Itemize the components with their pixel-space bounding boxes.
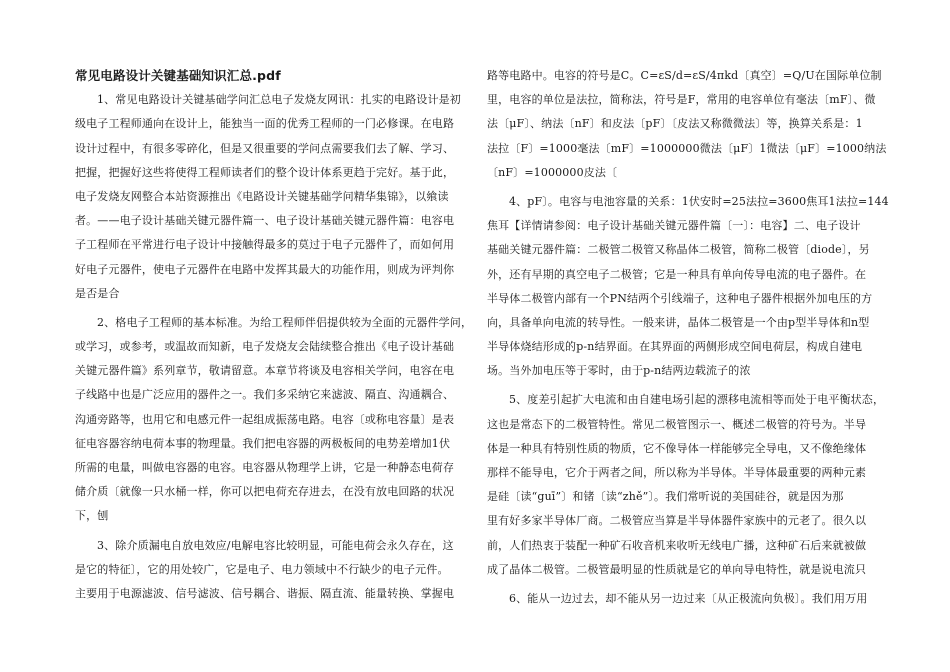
text-line: 子工程师在平常进行电子设计中接触得最多的莫过于电子元器件了，而如何用: [75, 238, 455, 252]
text-line: 级电子工程师通向在设计上，能独当一面的优秀工程师的一门必修课。在电路: [75, 117, 455, 131]
text-line: 外，还有早期的真空电子二极管；它是一种具有单向传导电流的电子器件。在: [487, 267, 867, 281]
text-line: 1、常见电路设计关键基础学问汇总电子发烧友网讯：扎实的电路设计是初: [97, 93, 461, 107]
text-line: 征电容器容纳电荷本事的物理量。我们把电容器的两极板间的电势差增加1伏: [75, 436, 451, 450]
text-line: 子线路中也是广泛应用的器件之一。我们多采纳它来滤波、隔直、沟通耦合、: [75, 388, 455, 402]
text-line: 那样不能导电，它介于两者之间，所以称为半导体。半导体最重要的两种元素: [487, 466, 867, 479]
right-column: [487, 64, 889, 611]
text-line: 5、度差引起扩大电流和由自建电场引起的漂移电流相等而处于电平衡状态，: [509, 393, 885, 407]
text-line: 4、pF〕。电容与电池容量的关系：1伏安时=25法拉=3600焦耳1法拉=144: [509, 194, 889, 208]
text-line: 场。当外加电压等于零时，由于p-n结两边载流子的浓: [487, 364, 751, 378]
text-line: 关键元器件篇》系列章节，敬请留意。本章节将谈及电容相关学问，电容在电: [75, 364, 455, 378]
text-line: 下，刨: [75, 509, 109, 523]
text-line: 者。——电子设计基础关键元器件篇一、电子设计基础关键元器件篇：电容电: [75, 214, 455, 228]
text-line: 是硅〔读“guī”〕和锗〔读“zhě”〕。我们常听说的美国硅谷，就是因为那: [487, 490, 844, 504]
text-line: 设计过程中，有很多零碎化，但是又很重要的学问点需要我们去了解、学习、: [75, 141, 455, 155]
text-line: 电子发烧友网整合本站资源推出《电路设计关键基础学问精华集锦》，以飨读: [75, 189, 449, 203]
text-line: 向，具备单向电流的转导性。一般来讲，晶体二极管是一个由p型半导体和n型: [487, 315, 870, 329]
text-line: 半导体二极管内部有一个PN结两个引线端子，这种电子器件根据外加电压的方: [487, 291, 873, 305]
text-line: 储介质〔就像一只水桶一样，你可以把电荷充存进去，在没有放电回路的状况: [75, 485, 455, 499]
text-line: 半导体烧结形成的p-n结界面。在其界面的两侧形成空间电荷层，构成自建电: [487, 340, 863, 354]
text-line: 体是一种具有特别性质的物质，它不像导体一样能够完全导电，又不像绝缘体: [487, 441, 867, 455]
document-title: 常见电路设计关键基础知识汇总.pdf: [75, 68, 281, 83]
text-line: 〔nF〕=1000000皮法〔: [487, 165, 618, 179]
text-line: 把握，把握好这些将使得工程师读者们的整个设计体系更趋于完好。基于此，: [75, 165, 455, 179]
text-line: 焦耳【详情请参阅：电子设计基础关键元器件篇〔一〕：电容】二、电子设计: [487, 219, 861, 233]
text-line: 6、能从一边过去，却不能从另一边过来〔从正极流向负极〕。我们用万用: [509, 591, 868, 605]
text-line: 成了晶体二极管。二极管最明显的性质就是它的单向导电特性，就是说电流只: [487, 562, 867, 576]
text-line: 前，人们热衷于装配一种矿石收音机来收听无线电广播，这种矿石后来就被做: [487, 538, 867, 552]
text-line: 法〔μF〕、纳法〔nF〕和皮法〔pF〕〔皮法又称微微法〕等，换算关系是：1: [487, 117, 863, 131]
text-line: 里有好多家半导体厂商。二极管应当算是半导体器件家族中的元老了。很久以: [487, 514, 867, 528]
text-line: 好电子元器件，使电子元器件在电路中发挥其最大的功能作用，则成为评判你: [75, 262, 455, 276]
text-line: 是它的特征〕，它的用处较广，它是电子、电力领域中不行缺少的电子元件。: [75, 562, 449, 576]
text-line: 里，电容的单位是法拉，简称法，符号是F，常用的电容单位有毫法〔mF〕、微: [487, 93, 876, 107]
text-line: 沟通旁路等，也用它和电感元件一起组成振荡电路。电容〔或称电容量〕是表: [75, 412, 455, 426]
text-line: 是否是合: [75, 286, 120, 300]
left-column: [75, 64, 473, 606]
text-line: 或学习，或参考，或温故而知新，电子发烧友会陆续整合推出《电子设计基础: [75, 340, 455, 354]
text-line: 路等电路中。电容的符号是C。C=εS/d=εS/4πkd〔真空〕=Q/U在国际单位制: [487, 69, 882, 82]
text-line: 主要用于电源滤波、信号滤波、信号耦合、谐振、隔直流、能量转换、掌握电: [75, 586, 455, 600]
text-line: 2、格电子工程师的基本标准。为给工程师伴侣提供较为全面的元器件学问，: [97, 315, 473, 329]
text-line: 所需的电量，叫做电容器的电容。电容器从物理学上讲，它是一种静态电荷存: [75, 461, 455, 474]
text-line: 基础关键元器件篇：二极管二极管又称晶体二极管，简称二极管〔diode〕，另: [487, 243, 870, 257]
text-line: 法拉〔F〕=1000毫法〔mF〕=1000000微法〔μF〕1微法〔μF〕=1000纳法: [487, 141, 887, 155]
text-line: 3、除介质漏电自放电效应/电解电容比较明显，可能电荷会永久存在，这: [97, 538, 454, 552]
text-line: 这也是常态下的二极管特性。常见二极管图示一、概述二极管的符号为。半导: [487, 417, 867, 431]
